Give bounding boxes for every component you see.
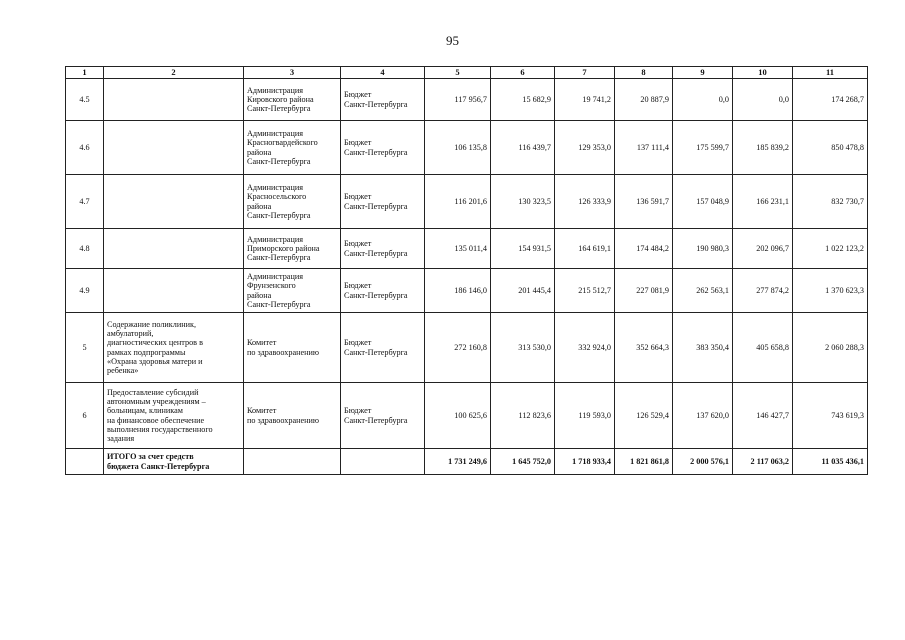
row-name [104,121,244,175]
row-name [104,269,244,313]
row-value: 313 530,0 [491,313,555,383]
row-value: 0,0 [673,79,733,121]
row-name: Предоставление субсидий автономным учреждениям – больницам, клиникам на финансовое обеспечение выполнения государственного задания [104,383,244,449]
row-value: 1 370 623,3 [793,269,868,313]
total-value: 2 117 063,2 [733,449,793,475]
row-value: 130 323,5 [491,175,555,229]
row-value: 136 591,7 [615,175,673,229]
total-empty-cell [341,449,425,475]
row-value: 832 730,7 [793,175,868,229]
table-row [66,79,868,121]
row-value: 106 135,8 [425,121,491,175]
row-value: 116 439,7 [491,121,555,175]
row-value: 383 350,4 [673,313,733,383]
row-value: 0,0 [733,79,793,121]
row-value: 174 268,7 [793,79,868,121]
table-row [66,121,868,175]
row-value: 262 563,1 [673,269,733,313]
row-value: 129 353,0 [555,121,615,175]
row-executor: Комитет по здравоохранению [244,383,341,449]
row-source: Бюджет Санкт-Петербурга [341,175,425,229]
total-value: 2 000 576,1 [673,449,733,475]
row-value: 277 874,2 [733,269,793,313]
row-executor: Администрация Приморского района Санкт-Петербурга [244,229,341,269]
row-value: 2 060 288,3 [793,313,868,383]
row-value: 227 081,9 [615,269,673,313]
row-value: 186 146,0 [425,269,491,313]
column-header: 7 [555,67,615,79]
row-name [104,175,244,229]
total-label: ИТОГО за счет средств бюджета Санкт-Петербурга [104,449,244,475]
row-value: 112 823,6 [491,383,555,449]
table-row [66,269,868,313]
row-executor: Администрация Красногвардейского района Санкт-Петербурга [244,121,341,175]
row-value: 137 620,0 [673,383,733,449]
row-value: 117 956,7 [425,79,491,121]
row-number: 4.5 [66,79,104,121]
row-value: 332 924,0 [555,313,615,383]
row-executor: Администрация Красносельского района Санкт-Петербурга [244,175,341,229]
row-source: Бюджет Санкт-Петербурга [341,313,425,383]
row-value: 215 512,7 [555,269,615,313]
row-value: 154 931,5 [491,229,555,269]
row-value: 146 427,7 [733,383,793,449]
column-header: 5 [425,67,491,79]
row-executor: Администрация Кировского района Санкт-Петербурга [244,79,341,121]
column-header: 11 [793,67,868,79]
row-number: 4.7 [66,175,104,229]
row-value: 119 593,0 [555,383,615,449]
row-name [104,79,244,121]
row-number: 4.6 [66,121,104,175]
row-value: 20 887,9 [615,79,673,121]
row-executor: Администрация Фрунзенского района Санкт-Петербурга [244,269,341,313]
total-value: 1 821 861,8 [615,449,673,475]
total-empty-cell [66,449,104,475]
row-number: 4.9 [66,269,104,313]
table-body [66,79,868,475]
row-source: Бюджет Санкт-Петербурга [341,121,425,175]
row-value: 185 839,2 [733,121,793,175]
row-value: 272 160,8 [425,313,491,383]
row-number: 5 [66,313,104,383]
total-value: 1 718 933,4 [555,449,615,475]
row-number: 4.8 [66,229,104,269]
row-value: 137 111,4 [615,121,673,175]
row-value: 126 529,4 [615,383,673,449]
row-value: 850 478,8 [793,121,868,175]
row-value: 164 619,1 [555,229,615,269]
total-row [66,449,868,475]
row-value: 15 682,9 [491,79,555,121]
column-header: 1 [66,67,104,79]
row-value: 126 333,9 [555,175,615,229]
budget-table [65,66,868,475]
row-name: Содержание поликлиник, амбулаторий, диагностических центров в рамках подпрограммы «Охрана здоровья матери и ребенка» [104,313,244,383]
row-source: Бюджет Санкт-Петербурга [341,383,425,449]
row-value: 202 096,7 [733,229,793,269]
total-value: 1 731 249,6 [425,449,491,475]
row-number: 6 [66,383,104,449]
row-value: 135 011,4 [425,229,491,269]
column-header: 9 [673,67,733,79]
row-value: 190 980,3 [673,229,733,269]
table-row [66,383,868,449]
column-header: 10 [733,67,793,79]
table-row [66,175,868,229]
row-value: 174 484,2 [615,229,673,269]
row-source: Бюджет Санкт-Петербурга [341,269,425,313]
row-value: 19 741,2 [555,79,615,121]
header-row [66,67,868,79]
page-number: 95 [446,33,459,48]
row-executor: Комитет по здравоохранению [244,313,341,383]
column-header: 3 [244,67,341,79]
row-value: 405 658,8 [733,313,793,383]
table-row [66,229,868,269]
column-header: 6 [491,67,555,79]
row-value: 743 619,3 [793,383,868,449]
column-header: 2 [104,67,244,79]
row-value: 116 201,6 [425,175,491,229]
table-row [66,313,868,383]
total-empty-cell [244,449,341,475]
column-header: 4 [341,67,425,79]
row-value: 157 048,9 [673,175,733,229]
row-name [104,229,244,269]
row-value: 1 022 123,2 [793,229,868,269]
total-value: 1 645 752,0 [491,449,555,475]
row-value: 166 231,1 [733,175,793,229]
total-value: 11 035 436,1 [793,449,868,475]
row-value: 201 445,4 [491,269,555,313]
row-source: Бюджет Санкт-Петербурга [341,229,425,269]
row-value: 352 664,3 [615,313,673,383]
row-value: 100 625,6 [425,383,491,449]
row-value: 175 599,7 [673,121,733,175]
row-source: Бюджет Санкт-Петербурга [341,79,425,121]
column-header: 8 [615,67,673,79]
